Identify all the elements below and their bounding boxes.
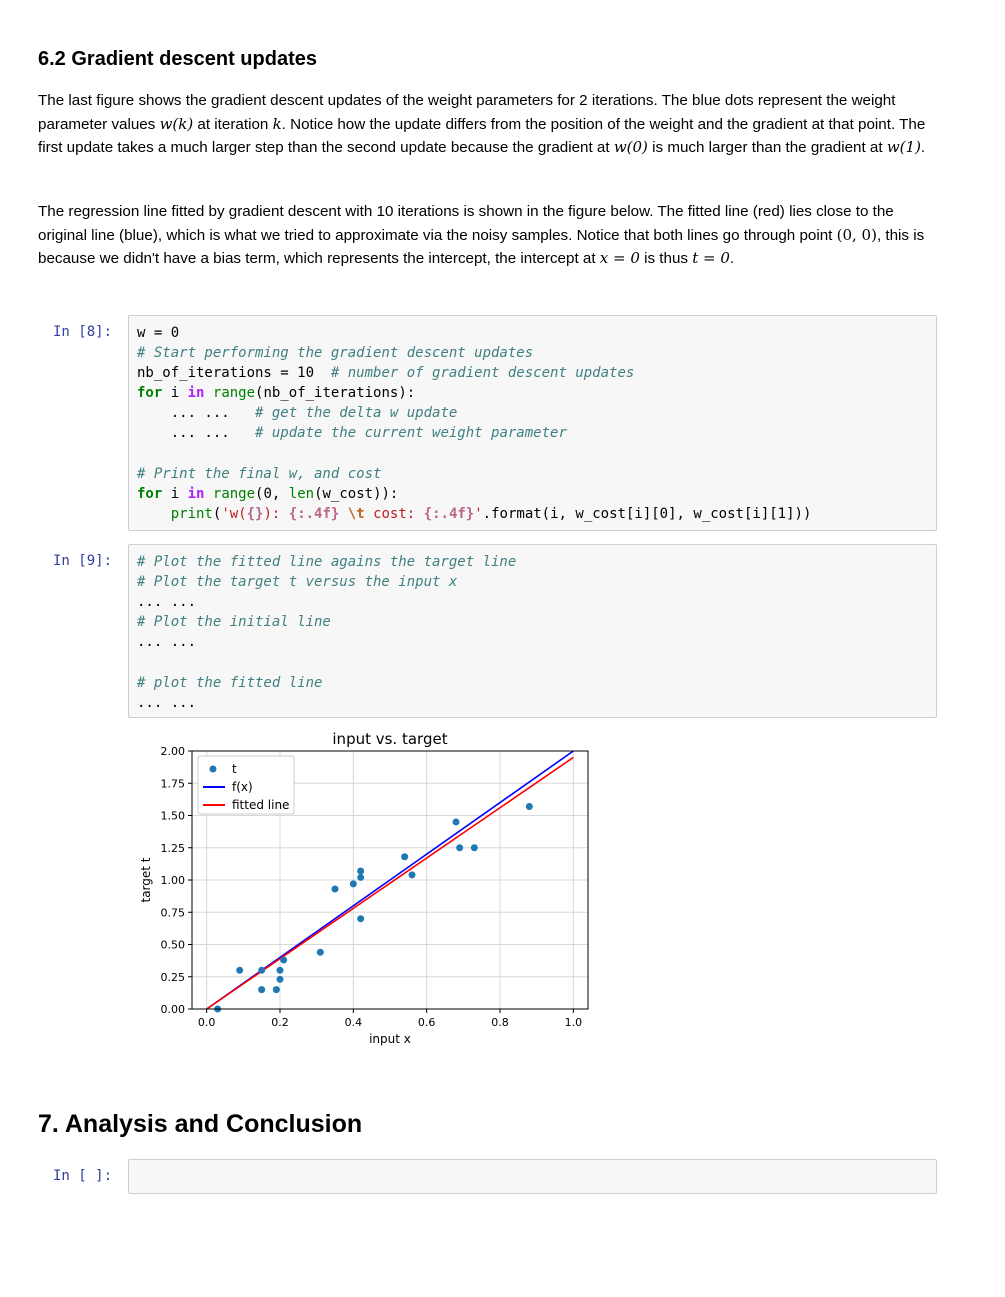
math-t-zero: t = 0 [692, 249, 730, 267]
data-point [258, 967, 265, 974]
paragraph-gradient-updates: The last figure shows the gradient descent updates of the weight parameters for 2 iterations. The blue dots represent the weight parameter values w(k) at iteration k. Notice how the update differs from the position of the weight and the gradient at that point. The first update takes a much larger step than the second update because the gradient at w(0) is much larger than the gradient at w(1). [38, 92, 926, 156]
legend-label-t: t [232, 762, 237, 776]
math-w-0: w(0) [613, 138, 648, 156]
data-point [453, 818, 460, 825]
paragraph-regression-line: The regression line fitted by gradient descent with 10 iterations is shown in the figure below. The fitted line (red) lies close to the original line (blue), which is what we tried to approximate via the noisy samples. Notice that both lines go through point (0, 0), this is because we didn't have a bias term, which represents the intercept, the intercept at x = 0 is thus t = 0. [38, 203, 925, 267]
y-tick-label: 0.25 [160, 970, 185, 984]
math-k: k [272, 114, 282, 133]
data-point [471, 844, 478, 851]
math-x-zero: x = 0 [599, 249, 640, 267]
cell-prompt-empty: In [ ]: [53, 1168, 113, 1184]
data-point [277, 967, 284, 974]
data-point [317, 949, 324, 956]
data-point [357, 867, 364, 874]
math-point-origin: (0, 0) [836, 225, 877, 244]
chart-title: input vs. target [332, 730, 448, 748]
y-tick-label: 0.75 [160, 906, 185, 920]
y-tick-label: 1.25 [160, 841, 185, 855]
data-point [357, 915, 364, 922]
data-point [332, 886, 339, 893]
x-tick-label: 1.0 [564, 1016, 583, 1029]
x-axis-label: input x [369, 1032, 411, 1046]
code-line-for-loop: for i in range(nb_of_iterations): [137, 385, 416, 402]
data-point [258, 986, 265, 993]
section-heading: 6.2 Gradient descent updates [38, 48, 317, 70]
x-tick-label: 0.2 [271, 1016, 289, 1029]
legend-marker-t [210, 766, 217, 773]
x-tick-label: 0.0 [197, 1016, 216, 1029]
y-tick-label: 2.00 [160, 745, 185, 758]
data-point [357, 874, 364, 881]
x-tick-label: 0.8 [491, 1016, 509, 1029]
y-tick-label: 0.50 [160, 938, 185, 952]
y-tick-label: 0.00 [160, 1003, 185, 1016]
y-tick-label: 1.50 [160, 809, 185, 823]
code-block-8: w = 0 # Start performing the gradient descent updates nb_of_iterations = 10 # number of gradient descent updates for i in range(nb_of_iterations): ... ... # get the delta w update ... ... # update the current weight parameter # Print the final w, and cost for i in range(0, len(w_cost)): print('w({}): {:.4f} \t cost: {:.4f}'.format(i, w_cost[i][0], w_cost[i][1])) [137, 325, 812, 522]
y-tick-label: 1.00 [160, 874, 185, 887]
y-axis-label: target t [139, 857, 153, 903]
y-tick-label: 1.75 [160, 777, 185, 791]
data-point [409, 871, 416, 878]
data-point [236, 967, 243, 974]
conclusion-heading: 7. Analysis and Conclusion [38, 1110, 363, 1138]
data-point [401, 853, 408, 860]
data-point [526, 803, 533, 810]
cell-prompt-9: In [9]: [53, 553, 113, 569]
empty-code-cell[interactable] [128, 1159, 937, 1194]
code-cell-8[interactable] [128, 315, 937, 531]
math-w-k: w(k) [159, 114, 194, 133]
data-point [277, 976, 284, 983]
code-cell-9[interactable] [128, 544, 937, 718]
data-point [456, 844, 463, 851]
legend-label-fx: f(x) [232, 780, 253, 794]
code-block-9: # Plot the fitted line agains the target line # Plot the target t versus the input x ... ... # Plot the initial line ... ... # plot the fitted line ... ... [137, 554, 517, 711]
data-point [273, 986, 280, 993]
x-tick-label: 0.6 [417, 1016, 436, 1029]
x-tick-label: 0.4 [344, 1016, 363, 1029]
legend-label-fitted: fitted line [232, 798, 290, 812]
code-line-nb-iterations: nb_of_iterations = 10 # number of gradient descent updates [137, 365, 635, 382]
data-point [350, 880, 357, 887]
cell-prompt-8: In [8]: [53, 324, 113, 340]
math-w-1: w(1) [886, 138, 921, 156]
chart-legend [198, 756, 294, 814]
input-vs-target-chart [128, 724, 608, 1054]
data-point [280, 956, 287, 963]
